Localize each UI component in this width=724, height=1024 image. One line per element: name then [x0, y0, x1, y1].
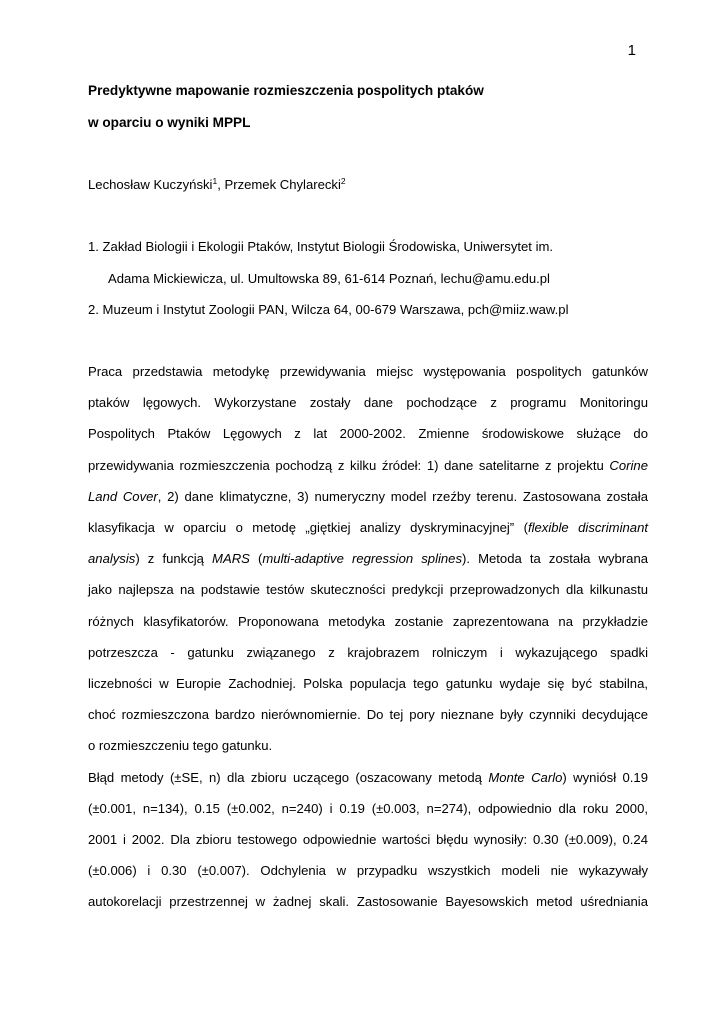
author-list	[88, 169, 648, 200]
italic-term: flexible discriminant	[527, 520, 648, 536]
affiliation-marker: 2	[340, 176, 346, 187]
text-run: przewidywania rozmieszczenia pochodzą z kilku źródeł: 1) dane satelitarne z projektu	[88, 457, 610, 473]
author-name: Przemek Chylarecki	[224, 177, 341, 193]
text-line	[88, 512, 648, 543]
text-run: , 2) dane klimatyczne, 3) numeryczny model rzeźby terenu. Zastosowana została	[157, 488, 648, 504]
text-line	[88, 762, 648, 793]
text-line: (±0.006) i 0.30 (±0.007). Odchylenia w przypadku wszystkich modeli nie wykazywały	[88, 863, 648, 879]
italic-term: MARS	[212, 551, 250, 567]
text-line: Pospolitych Ptaków Lęgowych z lat 2000-2002. Zmienne środowiskowe służące do	[88, 426, 648, 442]
title-line-1: Predyktywne mapowanie rozmieszczenia pospolitych ptaków	[88, 83, 484, 98]
text-run: ). Metoda ta została wybrana	[462, 551, 649, 567]
author-name: Lechosław Kuczyński	[88, 177, 213, 193]
text-run: ) z funkcją	[135, 551, 213, 567]
page-number: 1	[627, 42, 636, 59]
title-line-2: w oparciu o wyniki MPPL	[88, 114, 251, 130]
text-run: ) wyniósł 0.19	[562, 769, 648, 785]
text-line: Praca przedstawia metodykę przewidywania miejsc występowania pospolitych gatunków	[88, 364, 648, 379]
author-separator: ,	[217, 177, 225, 193]
affiliation-1: 1. Zakład Biologii i Ekologii Ptaków, Instytut Biologii Środowiska, Uniwersytet im.	[88, 239, 554, 255]
text-line: autokorelacji przestrzennej w żadnej skali. Zastosowanie Bayesowskich metod uśredniania	[88, 894, 648, 910]
affiliation-2: 2. Muzeum i Instytut Zoologii PAN, Wilcza 64, 00-679 Warszawa, pch@miiz.waw.pl	[88, 301, 569, 317]
text-run: klasyfikacja w oparciu o metodę „giętkiej analizy dyskryminacyjnej” (	[88, 520, 528, 536]
paper-title	[88, 75, 648, 138]
text-line: liczebności w Europie Zachodniej. Polska populacja tego gatunku wydaje się być stabilna,	[88, 676, 648, 692]
text-line	[88, 481, 648, 512]
text-line: ptaków lęgowych. Wykorzystane zostały dane pochodzące z programu Monitoringu	[88, 395, 648, 411]
text-line: potrzeszcza - gatunku związanego z krajobrazem rolniczym i wykazującego spadki	[88, 644, 648, 660]
text-line	[88, 450, 648, 481]
text-line: (±0.001, n=134), 0.15 (±0.002, n=240) i 0.19 (±0.003, n=274), odpowiednio dla roku 2000,	[88, 800, 648, 816]
affiliation-list	[88, 231, 648, 325]
affiliation-marker: 1	[212, 176, 218, 187]
italic-term: Corine	[609, 457, 648, 473]
italic-term: Land Cover	[88, 488, 158, 504]
text-line: różnych klasyfikatorów. Proponowana metodyka zostanie zaprezentowana na przykładzie	[88, 613, 648, 629]
italic-term: Monte Carlo	[488, 769, 563, 785]
page-content	[88, 75, 648, 918]
italic-term: multi-adaptive regression splines	[262, 551, 462, 567]
abstract-body	[88, 356, 648, 918]
text-line: 2001 i 2002. Dla zbioru testowego odpowiednie wartości błędu wynosiły: 0.30 (±0.009), 0.24	[88, 832, 648, 848]
text-run: (	[249, 551, 263, 567]
text-run: Błąd metody (±SE, n) dla zbioru uczącego (oszacowany metodą	[88, 769, 489, 785]
text-line: o rozmieszczeniu tego gatunku.	[88, 738, 273, 754]
text-line: choć rozmieszczona bardzo nierównomiernie. Do tej pory nieznane były czynniki decydujące	[88, 707, 648, 723]
text-line	[88, 543, 648, 574]
text-line: jako najlepsza na podstawie testów skuteczności predykcji przeprowadzonych dla kilkunastu	[88, 582, 648, 598]
affiliation-1-continued: Adama Mickiewicza, ul. Umultowska 89, 61-614 Poznań, lechu@amu.edu.pl	[108, 270, 550, 286]
italic-term: analysis	[88, 551, 136, 567]
